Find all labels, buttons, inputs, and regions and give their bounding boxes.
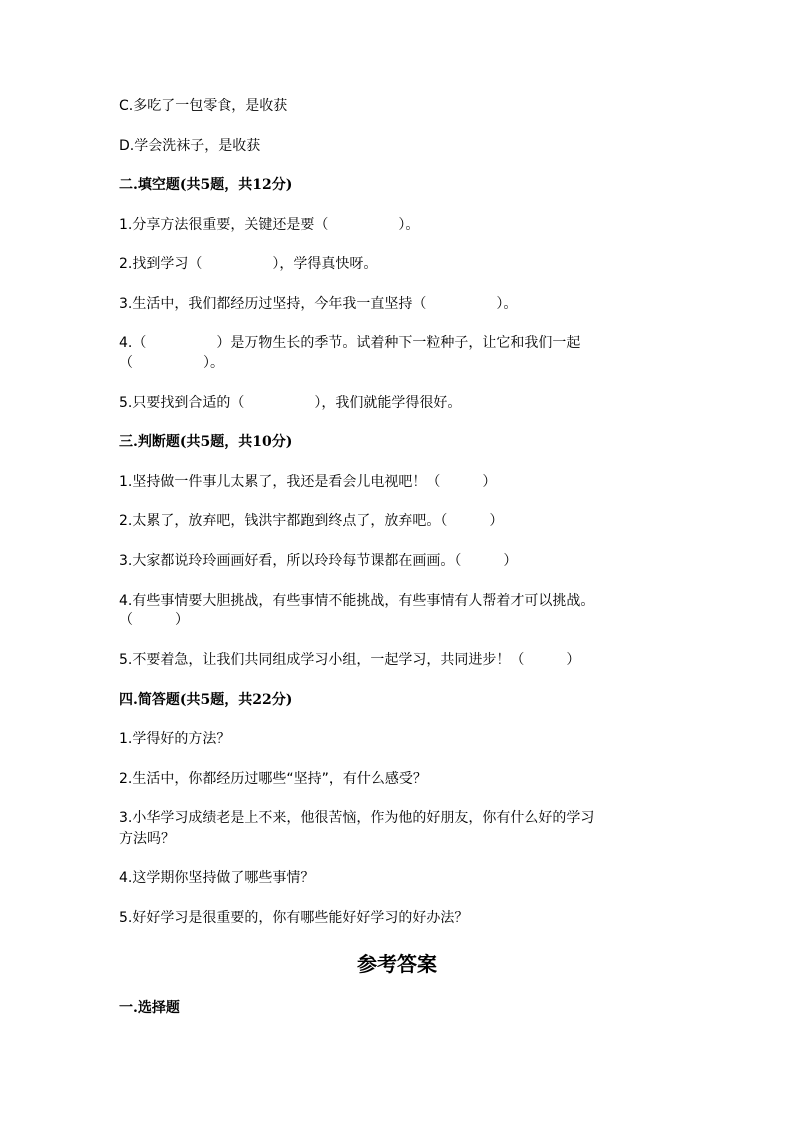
true-false-question-2: 2.太累了，放弃吧，钱洪宇都跑到终点了，放弃吧。（ ） xyxy=(119,513,504,529)
true-false-question-3: 3.大家都说玲玲画画好看，所以玲玲每节课都在画画。（ ） xyxy=(119,553,518,569)
short-answer-heading: 四.简答题(共5题，共22分) xyxy=(119,692,293,708)
fill-in-question-4-line-2: （ ）。 xyxy=(119,355,224,371)
fill-in-question-2: 2.找到学习（ ），学得真快呀。 xyxy=(119,256,378,272)
true-false-question-4-line-1: 4.有些事情要大胆挑战，有些事情不能挑战，有些事情有人帮着才可以挑战。 xyxy=(119,593,595,609)
short-answer-question-3-line-2: 方法吗？ xyxy=(119,831,175,847)
fill-in-question-5: 5.只要找到合适的（ ），我们就能学得很好。 xyxy=(119,395,462,411)
true-false-question-1: 1.坚持做一件事儿太累了，我还是看会儿电视吧！（ ） xyxy=(119,474,497,490)
fill-in-question-3: 3.生活中，我们都经历过坚持，今年我一直坚持（ ）。 xyxy=(119,296,518,312)
option-c: C.多吃了一包零食，是收获 xyxy=(119,98,288,114)
option-d: D.学会洗袜子，是收获 xyxy=(119,138,261,154)
short-answer-question-4: 4.这学期你坚持做了哪些事情？ xyxy=(119,870,315,886)
true-false-heading: 三.判断题(共5题，共10分) xyxy=(119,434,293,450)
short-answer-question-1: 1.学得好的方法？ xyxy=(119,731,231,747)
short-answer-question-2: 2.生活中，你都经历过哪些“坚持”，有什么感受？ xyxy=(119,771,427,787)
fill-in-heading: 二.填空题(共5题，共12分) xyxy=(119,177,293,193)
true-false-question-5: 5.不要着急，让我们共同组成学习小组，一起学习，共同进步！（ ） xyxy=(119,652,581,668)
short-answer-question-3-line-1: 3.小华学习成绩老是上不来，他很苦恼，作为他的好朋友，你有什么好的学习 xyxy=(119,810,595,826)
answer-key-title: 参考答案 xyxy=(357,952,437,976)
fill-in-question-4-line-1: 4.（ ）是万物生长的季节。试着种下一粒种子，让它和我们一起 xyxy=(119,335,581,351)
short-answer-question-5: 5.好好学习是很重要的，你有哪些能好好学习的好办法？ xyxy=(119,910,469,926)
true-false-question-4-line-2: （ ） xyxy=(119,612,189,628)
answer-section-1-heading: 一.选择题 xyxy=(119,1000,180,1016)
fill-in-question-1: 1.分享方法很重要，关键还是要（ ）。 xyxy=(119,217,420,233)
